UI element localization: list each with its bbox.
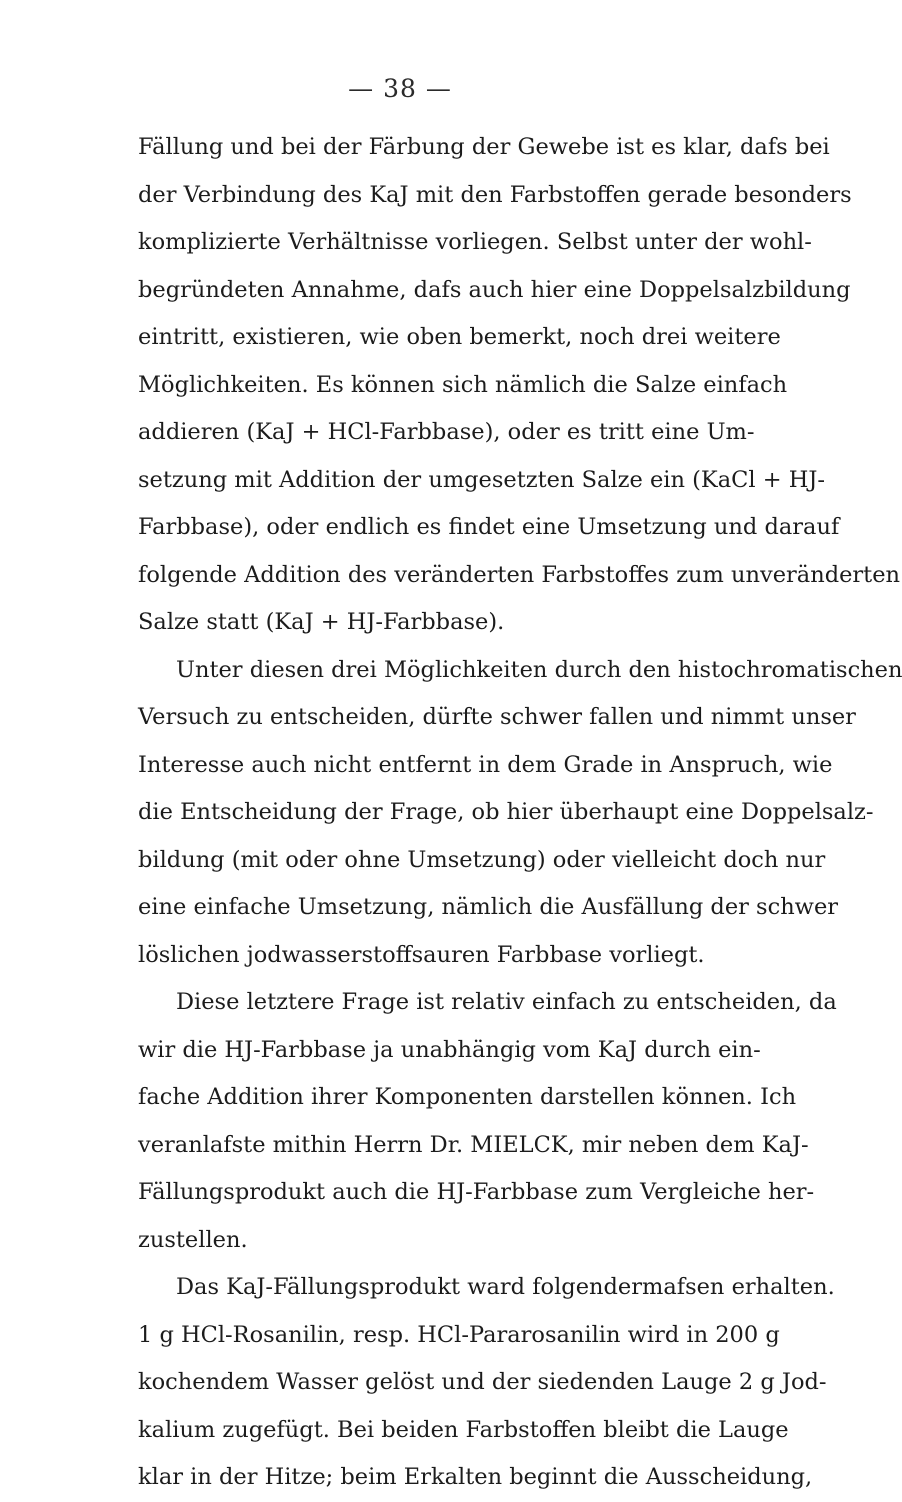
text-line: klar in der Hitze; beim Erkalten beginnt die Ausscheidung, xyxy=(138,1464,813,1490)
text-line: der Verbindung des KaJ mit den Farbstoffen gerade besonders xyxy=(138,181,852,208)
text-line: Salze statt (KaJ + HJ-Farbbase). xyxy=(138,609,505,635)
body-text xyxy=(138,124,902,1502)
text-line: komplizierte Verhältnisse vorliegen. Selbst unter der wohl- xyxy=(138,229,812,255)
text-line: folgende Addition des veränderten Farbstoffes zum unveränderten xyxy=(138,561,901,588)
paragraph xyxy=(138,979,837,1264)
paragraph xyxy=(138,124,901,647)
text-line: Interesse auch nicht entfernt in dem Grade in Anspruch, wie xyxy=(138,751,833,778)
text-line: addieren (KaJ + HCl-Farbbase), oder es tritt eine Um- xyxy=(138,419,755,445)
text-line: Farbbase), oder endlich es findet eine Umsetzung und darauf xyxy=(138,514,840,540)
text-line: kochendem Wasser gelöst und der siedenden Lauge 2 g Jod- xyxy=(138,1369,827,1395)
text-line: Möglichkeiten. Es können sich nämlich die Salze einfach xyxy=(138,371,788,398)
page-number: — 38 — xyxy=(348,74,452,103)
text-line: zustellen. xyxy=(138,1226,248,1253)
text-line: kalium zugefügt. Bei beiden Farbstoffen bleibt die Lauge xyxy=(138,1416,789,1443)
text-line: die Entscheidung der Frage, ob hier überhaupt eine Doppelsalz- xyxy=(138,799,874,825)
text-line: Diese letztere Frage ist relativ einfach zu entscheiden, da xyxy=(176,989,837,1015)
text-line: veranlafste mithin Herrn Dr. MIELCK, mir neben dem KaJ- xyxy=(138,1131,809,1158)
text-line: 1 g HCl-Rosanilin, resp. HCl-Pararosanilin wird in 200 g xyxy=(138,1321,780,1348)
text-line: eine einfache Umsetzung, nämlich die Ausfällung der schwer xyxy=(138,894,839,920)
text-line: setzung mit Addition der umgesetzten Salze ein (KaCl + HJ- xyxy=(138,466,825,493)
text-line: Fällung und bei der Färbung der Gewebe ist es klar, dafs bei xyxy=(138,134,830,160)
text-line: Versuch zu entscheiden, dürfte schwer fallen und nimmt unser xyxy=(138,704,856,730)
text-line: Unter diesen drei Möglichkeiten durch den histochromatischen xyxy=(176,656,902,683)
text-line: Das KaJ-Fällungsprodukt ward folgendermafsen erhalten. xyxy=(176,1274,835,1300)
text-line: wir die HJ-Farbbase ja unabhängig vom KaJ durch ein- xyxy=(138,1036,761,1063)
text-line: eintritt, existieren, wie oben bemerkt, noch drei weitere xyxy=(138,324,781,350)
text-line: Fällungsprodukt auch die HJ-Farbbase zum Vergleiche her- xyxy=(138,1179,815,1205)
text-line: fache Addition ihrer Komponenten darstellen können. Ich xyxy=(138,1084,797,1110)
text-line: bildung (mit oder ohne Umsetzung) oder vielleicht doch nur xyxy=(138,846,826,873)
text-line: begründeten Annahme, dafs auch hier eine Doppelsalzbildung xyxy=(138,276,851,303)
paragraph xyxy=(138,647,902,980)
paragraph xyxy=(138,1264,835,1502)
text-line: löslichen jodwasserstoffsauren Farbbase vorliegt. xyxy=(138,941,705,968)
